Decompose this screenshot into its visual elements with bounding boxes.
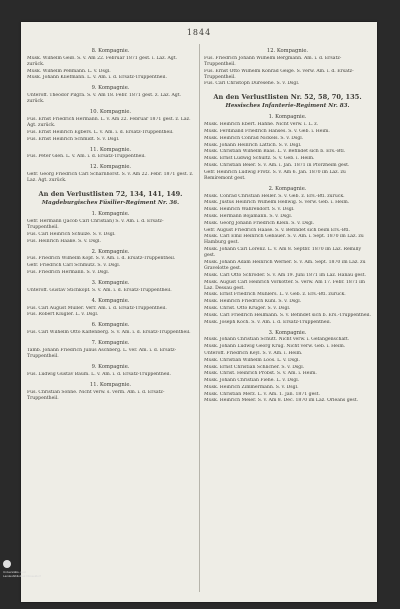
casualty-entry: Musk. Christian Merz. L. v. Am. 1. Jan. 1871 gest. [204,391,320,397]
casualty-entry: Musk. Ferdinand Friedrich Hanses. S. v. Geb. i. Heim. [204,128,330,134]
casualty-entry: Tamb. Johann Friedrich Julius Aschberg. L. ver. Am. i. d. Ersatz-Truppentheil. [27,347,177,359]
casualty-entry: Musk. Joseph Koch. S. v. Am. i. d. Ersatz-Truppentheil. [204,319,332,325]
company-heading: 10. Kompagnie. [89,109,132,116]
casualty-entry: Füs. Christian Sonne. Nicht verw. s. verm. Am. i. d. Ersatz-Truppentheil. [27,389,165,401]
casualty-entry: Musk. Johann Christian Schütt. Nicht verw. i. Gefangenschaft. [204,337,350,343]
casualty-entry: Füs. Ernst Heinrich Schmidt. S. v. Dsgl. [27,136,120,142]
casualty-entry: Musk. Wilhelm Peßmann. L. v. Dsgl. [27,68,111,74]
casualty-entry: Unteroff. Friedrich Keyl. S. v. Am. i. Heim. [204,350,303,356]
casualty-entry: Unteroff. Gustav Stichkopf. S. v. Am. i. d. Ersatz-Truppentheil. [27,287,172,293]
company-heading: 9. Kompagnie. [91,85,130,92]
company-heading: 12. Kompagnie. [89,164,132,171]
casualty-entry: Musk. Johann Ludwig Georg Krug. Nicht verw. Geb. i. Heim. [204,344,346,350]
casualty-entry: Füs. Ernst Heinrich Egbers. L. v. Am. i. d. Ersatz-Truppentheil. [27,129,174,135]
casualty-entry: Musk. Conrad Christian Heller. S. v. Geb. z. Ers.-Btl. zurück. [204,193,345,199]
casualty-entry: Füs. Carl August Müller. Verr. Am. i. d. Ersatz-Truppentheil. [27,305,167,311]
casualty-entry: Musk. Wilhelm Geiß. S. v. Am 22. Februar 1871 gest. i. Laz. Agt. zurück. [27,55,178,67]
casualty-entry: Musk. Christ. Heinrich Probst. S. v. Am. i. Heim. [204,371,317,377]
casualty-entry: Musk. August Carl Heinrich Vorkötter. S. verw. Am 17. Febr. 1871 im Laz. Dessau gest. [204,279,365,291]
company-heading: 12. Kompagnie. [266,48,309,54]
library-logo-icon [3,560,11,568]
casualty-entry: Füs. Carl Wilhelm Otto Kaltenberg. S. v. Am. i. d. Ersatz-Truppentheil. [27,330,191,336]
casualty-entry: Musk. Johann Adam Heinrich Werner. S. v. Am. Sept. 1870 im Laz. zu Gravelotte gest. [204,259,366,271]
regiment-heading: Magdeburgisches Füsilier-Regiment Nr. 36. [41,200,180,207]
document-page [21,22,377,602]
company-heading: 2. Kompagnie. [268,185,307,192]
company-heading: 6. Kompagnie. [91,322,130,329]
company-heading: 2. Kompagnie. [91,248,130,255]
casualty-entry: Gefr. Georg Friedrich Carl Scharnhorst. S. v. Am 22. Febr. 1871 gest. z. Laz. Agt. zurück. [27,172,194,184]
casualty-entry: Gefr. Heinrich Ludwig Frötz. S. v. Am 6. Jan. 1870 im Laz. zu Remiremont gest. [204,169,346,181]
casualty-entry: Musk. Christian Wilhelm Loos. L. v. Dsgl. [204,357,300,363]
casualty-entry: Musk. Ernst Christian Schlicher. S. v. Dsgl. [204,364,305,370]
company-heading: 3. Kompagnie. [268,329,307,336]
list-heading: An den Verlustlisten Nr. 52, 58, 70, 135. [213,93,362,102]
casualty-entry: Füs. Robert Klügler. L. v. Dsgl. [27,312,99,318]
company-heading: 3. Kompagnie. [91,279,130,286]
casualty-entry: Musk. Johann Christian Fiehe. L. v. Dsgl. [204,378,300,384]
library-watermark [3,571,73,578]
casualty-entry: Musk. Carl Friedrich Heilmann. S. v. Befindet sich b. Ers.-Truppentheil. [204,312,371,318]
watermark-line: Universitäts- und [3,570,26,574]
casualty-entry: Musk. Christian Beier. S. v. Am. i. Jan. 1871 in Pforzheim gest. [204,162,350,168]
company-heading: 9. Kompagnie. [91,363,130,370]
casualty-entry: Füs. Carl Christoph Duresehe. S. v. Dsgl. [204,81,300,87]
casualty-entry: Musk. Heinrich Zimmermann. S. v. Dsgl. [204,384,299,390]
casualty-entry: Musk. Hermann Bojamann. S. v. Dsgl. [204,213,293,219]
company-heading: 4. Kompagnie. [91,297,130,304]
casualty-entry: Musk. Heinrich Conrad Nickels. S. v. Dsgl. [204,135,304,141]
casualty-entry: Musk. Georg Johann Friedrich Klein. S. v. Dsgl. [204,220,315,226]
right-column [204,44,371,405]
casualty-entry: Gefr. August Friedrich Haase. S. v. Befindet sich beim Ers.-Btl. [204,227,350,233]
regiment-heading: Hessisches Infanterie-Regiment Nr. 83. [225,103,350,110]
casualty-entry: Musk. Johann Kliefmann. L. v. Am. i. d. Ersatz-Truppentheil. [27,75,167,81]
casualty-entry: Musk. Johann Heinrich Lattich. S. v. Dsgl. [204,142,302,148]
watermark-line: Landesbibliothek Düsseldorf [3,573,41,578]
company-heading: 1. Kompagnie. [268,114,307,121]
casualty-entry: Füs. Friedrich Wilhelm Kopf. S. v. Am. i. d. Ersatz-Truppentheil. [27,256,176,262]
casualty-entry: Musk. Justus Heinrich Wilhelm Hellwig. S. verw. Geb. i. Heim. [204,200,350,206]
casualty-entry: Musk. Carl Emil Heinrich Gebauer. S. v. Am. i. Sept. 1870 im Laz. zu Hamburg gest. [204,234,364,246]
casualty-entry: Füs. Friedrich Hermann. S. v. Dsgl. [27,269,110,275]
list-heading: An den Verlustlisten 72, 134, 141, 149. [38,190,183,199]
company-heading: 7. Kompagnie. [91,340,130,347]
casualty-entry: Gefr. Hermann (Jacob Carl Christian) S. v. Am. i. d. Ersatz-Truppentheil. [27,218,164,230]
company-heading: 11. Kompagnie. [89,381,132,388]
casualty-entry: Musk. Ernst Ludwig Schultz. S. v. Geb. i. Heim. [204,156,315,162]
casualty-entry: Füs. Friedrich Johann Wilhelm Bergmann. Am. i. d. Ersatz-Truppentheil. [204,55,342,67]
casualty-entry: Füs. Ludwig Gustav Baum. L. v. Am. i. d. Ersatz-Truppentheil. [27,371,171,377]
casualty-entry: Füs. Heinrich Haake. S. v. Dsgl. [27,238,101,244]
casualty-entry: Musk. Christian Wilhelm Baas. L. v. Befindet sich b. Ers.-Btl. [204,149,346,155]
casualty-entry: Musk. Heinrich Friedrich Kühl. S. v. Dsgl. [204,299,302,305]
company-heading: 11. Kompagnie. [89,146,132,153]
casualty-entry: Füs. Ernst Friedrich Hermann. L. v. Am 22. Februar 1871 gest. z. Laz. Agt. zurück. [27,116,191,128]
casualty-entry: Musk. Johann Carl Lorenz. L. v. Am 8. Septbr. 1870 im Laz. Remilly gest. [204,247,362,259]
casualty-entry: Füs. Carl Heinrich Schulze. S. v. Dsgl. [27,231,116,237]
casualty-entry: Musk. Heinrich Meier. S. v. Am 8. Dec. 1870 im Laz. Orleans gest. [204,398,359,404]
left-column [27,44,194,402]
casualty-entry: Gefr. Friedrich Carl Schmutz. S. v. Dsgl. [27,263,121,269]
casualty-entry: Musk. Ernst Friedrich Mühlers. L. v. Geb. z. Ers.-Btl. zurück. [204,292,346,298]
casualty-entry: Unteroff. Theodor Pilgra. S. v. Am 18. Febr. 1871 gest. z. Laz. Agt. zurück. [27,93,182,105]
company-heading: 8. Kompagnie. [91,48,130,54]
column-divider [199,44,200,592]
casualty-entry: Füs. Peter Glen. L. v. Am. i. d. Ersatz-Truppentheil. [27,154,146,160]
casualty-entry: Füs. Ernst Otto Wilhelm Konrad Geige. S. verw. Am. i. d. Ersatz-Truppentheil. [204,68,354,80]
casualty-entry: Musk. Christ. Otto Krüger. S. v. Dsgl. [204,305,291,311]
company-heading: 1. Kompagnie. [91,211,130,218]
casualty-entry: Musk. Heinrich Ebert. Hahne. Nicht verw. i. L. z. [204,122,319,128]
page-number: 1844 [186,28,212,37]
casualty-entry: Musk. Heinrich Wahrendorf. S. v. Dsgl. [204,207,295,213]
casualty-entry: Musk. Carl Otto Schröder. S. v. Am 19. Juni 1871 im Laz. Hanau gest. [204,272,366,278]
